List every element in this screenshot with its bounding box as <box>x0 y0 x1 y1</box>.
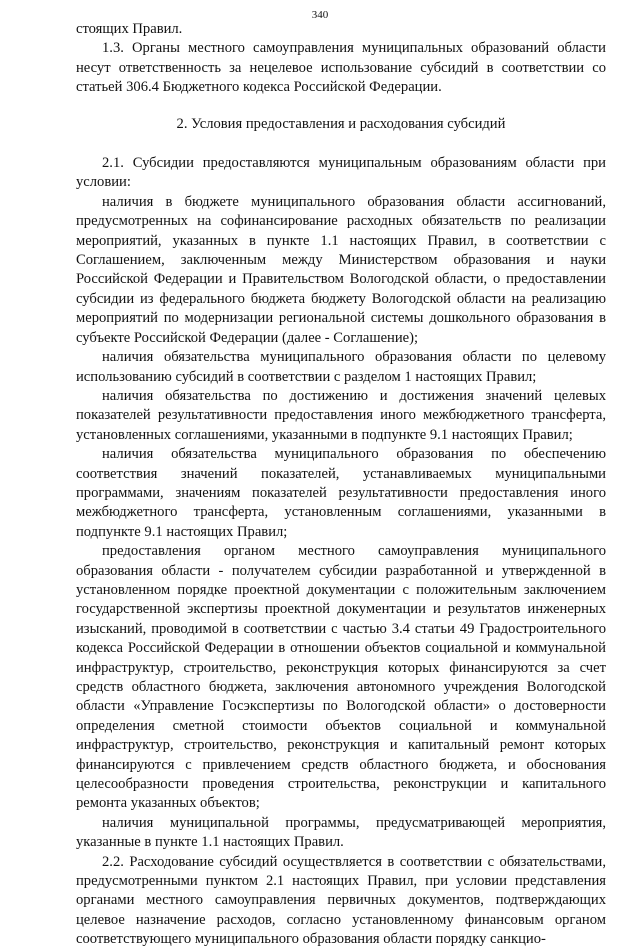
page-number: 340 <box>311 9 329 21</box>
condition-municipal-program: наличия муниципальной программы, предусматривающей мероприятия, указанные в пункте 1.1 настоящих Правил. <box>76 814 606 851</box>
condition-target-indicators: наличия обязательства по достижению и достижения значений целевых показателей результативности предоставления иного межбюджетного трансферта, установленных соглашениями, указанными в подпункте 9.1 настоящих Правил; <box>76 387 606 443</box>
condition-project-documentation: предоставления органом местного самоуправления муниципального образования области - получателем субсидии разработанной и утвержденной в установленном порядке проектной документации с положительным заключением государственной экспертизы проектной документации и результатов инженерных изысканий, проводимой в соответствии с частью 3.4 статьи 49 Градостроительного кодекса Российской Федерации в отношении объектов социальной и коммунальной инфраструктур, строительство, реконструкция которых финансируются за счет средств областного бюджета, заключения автономного учреждения Вологодской области «Управление Госэкспертизы по Вологодской области» о достоверности определения сметной стоимости объектов социальной и коммунальной инфраструктур, строительство, реконструкция и капитальный ремонт которых финансируются с привлечением средств областного бюджета, и обоснования целесообразности проведения строительства, реконструкции и капитального ремонта указанных объектов; <box>76 543 606 812</box>
paragraph-continuation: стоящих Правил. <box>76 21 183 37</box>
condition-indicator-compliance: наличия обязательства муниципального образования по обеспечению соответствия значений показателей, устанавливаемых муниципальными программами, значениям показателей результативности предоставления иного межбюджетного трансферта, установленным соглашениями, указанными в подпункте 9.1 настоящих Правил; <box>76 446 606 540</box>
section-2-heading: 2. Условия предоставления и расходования субсидий <box>176 115 506 132</box>
paragraph-1-3: 1.3. Органы местного самоуправления муниципальных образований области несут ответственность за нецелевое использование субсидий в соответствии со статьей 306.4 Бюджетного кодекса Российской Федерации. <box>76 40 606 96</box>
document-body <box>76 20 606 950</box>
paragraph-2-2: 2.2. Расходование субсидий осуществляется в соответствии с обязательствами, предусмотренными пунктом 2.1 настоящих Правил, при условии представления органами местного самоуправления первичных документов, подтверждающих целевое назначение расходов, согласно установленному финансовым органом соответствующего муниципального образования области порядку санкцио- <box>76 853 606 948</box>
condition-budget-allocations: наличия в бюджете муниципального образования области ассигнований, предусмотренных на софинансирование расходных обязательств по реализации мероприятий, указанных в пункте 1.1 настоящих Правил, в соответствии с Соглашением, заключенным между Министерством образования и науки Российской Федерации и Правительством Вологодской области, о предоставлении субсидии из федерального бюджета бюджету Вологодской области на реализацию мероприятий по модернизации региональной системы дошкольного образования в субъекте Российской Федерации (далее - Соглашение); <box>76 193 606 346</box>
condition-targeted-use: наличия обязательства муниципального образования области по целевому использованию субсидий в соответствии с разделом 1 настоящих Правил; <box>76 349 606 385</box>
paragraph-2-1-intro: 2.1. Субсидии предоставляются муниципальным образованиям области при условии: <box>76 155 606 191</box>
